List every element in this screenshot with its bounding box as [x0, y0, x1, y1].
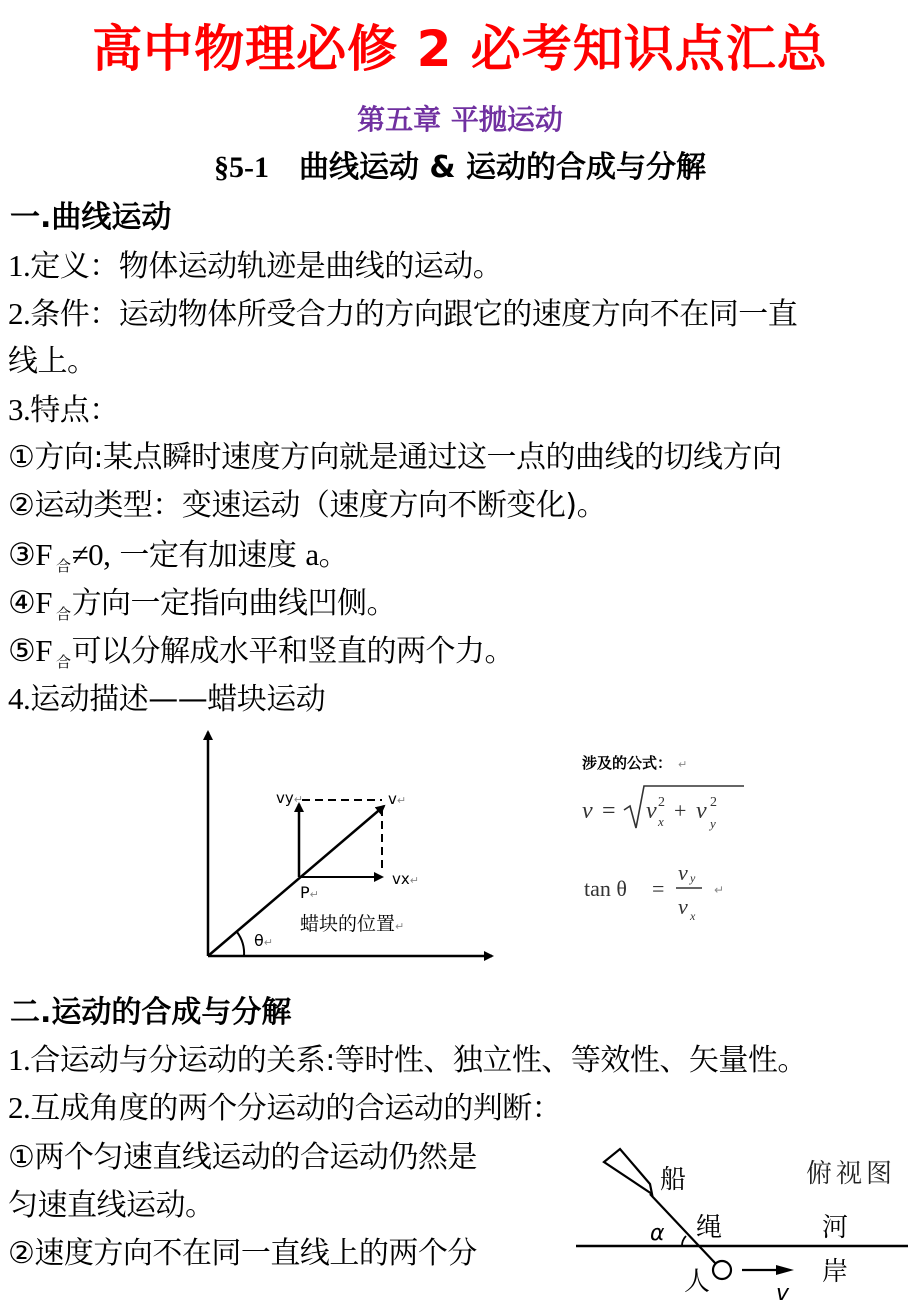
label-p: P↵ [300, 883, 319, 902]
document-title: 高中物理必修 2 必考知识点汇总 [92, 20, 828, 78]
feature-3: ③F $_合$≠0, 一定有加速度 a。 [8, 537, 349, 575]
relation-line: 1.合运动与分运动的关系:等时性、独立性、等效性、矢量性。 [8, 1042, 807, 1078]
label-vx: vx↵ [392, 870, 419, 888]
label-river: 河 [822, 1213, 849, 1243]
feature-5: ⑤F $_合$可以分解成水平和竖直的两个力。 [8, 633, 515, 671]
wax-block-caption: 蜡块的位置↵ [300, 913, 405, 935]
condition-line: 2.条件：运动物体所受合力的方向跟它的速度方向不在同一直 [8, 296, 798, 332]
svg-text:+: + [674, 798, 687, 823]
part2-heading: 二.运动的合成与分解 [10, 995, 292, 1030]
person-circle [713, 1261, 731, 1279]
judgement-line: 2.互成角度的两个分运动的合运动的判断： [8, 1090, 562, 1126]
feature-4: ④F $_合$方向一定指向曲线凹侧。 [8, 585, 397, 623]
svg-text:↵: ↵ [714, 883, 725, 897]
formula-heading: 涉及的公式： ↵ [582, 754, 688, 772]
label-vy: vy↵ [276, 789, 303, 807]
part1-heading: 一.曲线运动 [10, 200, 172, 235]
motion-description: 4.运动描述——蜡块运动 [8, 681, 326, 717]
speed-formula [578, 780, 758, 840]
svg-text:2: 2 [710, 795, 717, 810]
svg-text:=: = [652, 876, 665, 901]
definition-line: 1.定义：物体运动轨迹是曲线的运动。 [8, 248, 503, 284]
section-name: 曲线运动 & 运动的合成与分解 [298, 150, 707, 185]
label-top-view: 俯视图 [806, 1159, 897, 1189]
label-boat: 船 [660, 1165, 687, 1195]
section-title [0, 147, 920, 189]
svg-text:v: v [678, 894, 688, 919]
feature-2: ②运动类型：变速运动（速度方向不断变化)。 [8, 488, 607, 523]
case-1-line-1: ①两个匀速直线运动的合运动仍然是 [8, 1140, 477, 1175]
condition-line-2: 线上。 [8, 344, 97, 379]
chapter-title: 第五章 平抛运动 [357, 103, 563, 136]
case-1-line-2: 匀速直线运动。 [8, 1188, 215, 1223]
label-bank: 岸 [822, 1257, 849, 1287]
feature-1: ①方向:某点瞬时速度方向就是通过这一点的曲线的切线方向 [8, 440, 782, 475]
label-velocity: v [776, 1281, 790, 1302]
svg-text:v: v [678, 860, 688, 885]
svg-text:y: y [710, 816, 716, 831]
svg-text:v: v [582, 798, 593, 824]
features-line: 3.特点： [8, 392, 119, 428]
label-v: v↵ [388, 790, 407, 808]
svg-text:tan θ: tan θ [584, 876, 627, 901]
label-rope: 绳 [696, 1213, 723, 1243]
svg-text:y: y [690, 871, 696, 885]
svg-text:x: x [658, 814, 664, 829]
label-theta: θ↵ [254, 931, 274, 950]
label-alpha: α [650, 1221, 665, 1246]
svg-text:v: v [696, 798, 707, 824]
svg-text:2: 2 [658, 795, 665, 810]
svg-text:v: v [646, 798, 657, 824]
svg-text:=: = [602, 798, 616, 824]
alpha-arc [682, 1236, 686, 1246]
tan-formula [578, 852, 758, 932]
arrowhead-icon [776, 1265, 794, 1275]
wax-block-velocity-diagram [190, 720, 510, 970]
section-number: §5-1 [213, 151, 269, 184]
boat-shape [604, 1149, 652, 1194]
label-person: 人 [684, 1267, 711, 1297]
case-2-line-1: ②速度方向不在同一直线上的两个分 [8, 1236, 477, 1271]
theta-arc [237, 932, 244, 956]
boat-rope-diagram [570, 1130, 920, 1302]
svg-text:x: x [690, 909, 696, 923]
